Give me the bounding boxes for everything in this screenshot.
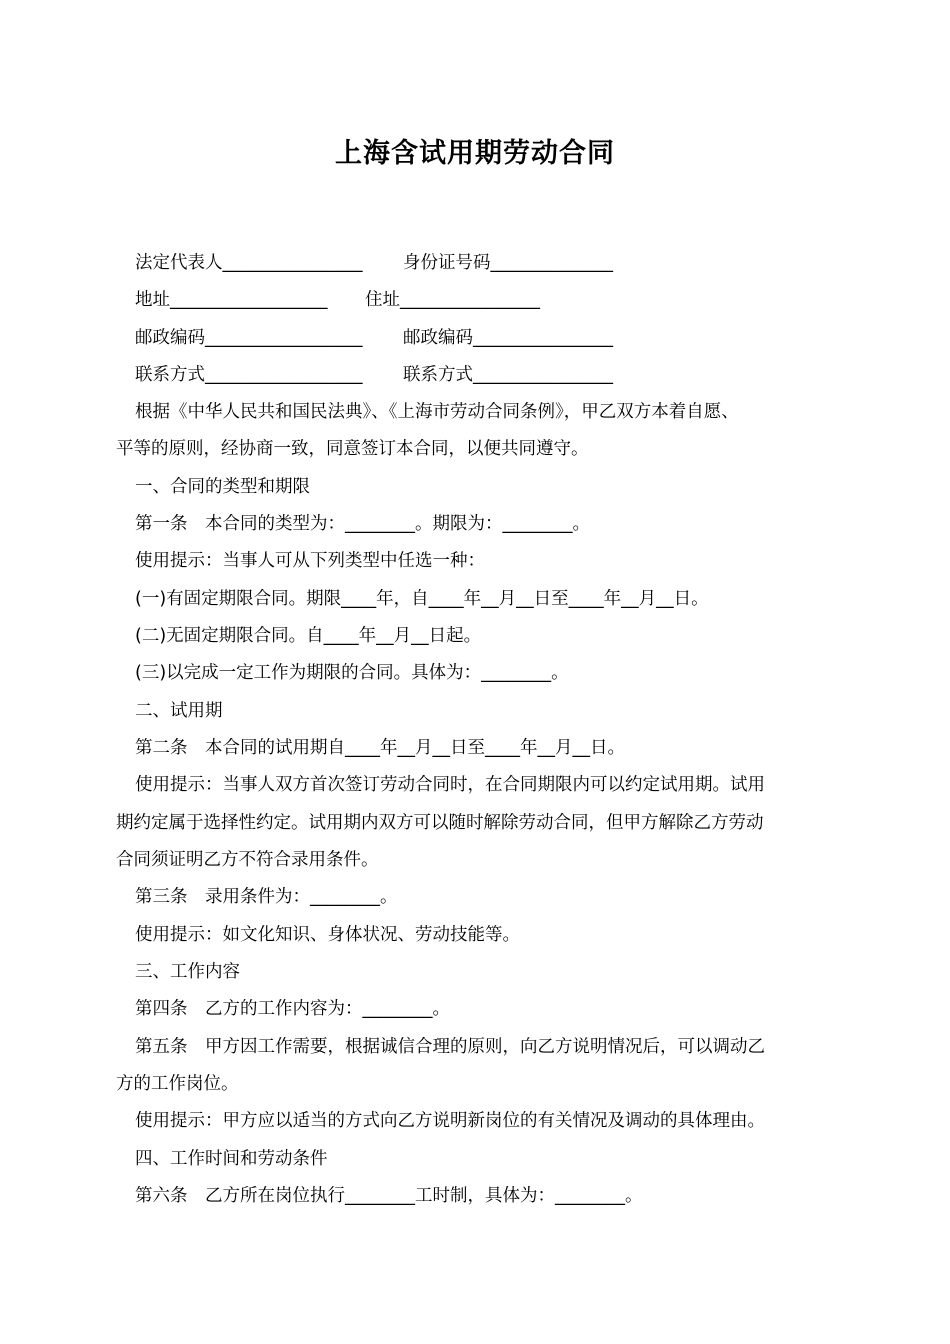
body-line: 根据《中华人民共和国民法典》、《上海市劳动合同条例》，甲乙双方本着自愿、 [135, 402, 739, 422]
residence-field: 住址________________ [365, 290, 540, 310]
hint-line: 使用提示：甲方应以适当的方式向乙方说明新岗位的有关情况及调动的具体理由。 [135, 1111, 765, 1131]
hint-line: 使用提示：当事人可从下列类型中任选一种： [135, 551, 485, 571]
hint-line: 期约定属于选择性约定。试用期内双方可以随时解除劳动合同，但甲方解除乙方劳动 [116, 813, 764, 833]
contact-field-a: 联系方式__________________ [135, 365, 363, 385]
article-line: 方的工作岗位。 [116, 1074, 239, 1094]
legal-rep-field: 法定代表人________________ [135, 253, 363, 273]
section-heading: 四、工作时间和劳动条件 [135, 1149, 328, 1169]
address-field: 地址__________________ [135, 290, 328, 310]
article-line: 第五条 甲方因工作需要，根据诚信合理的原则，向乙方说明情况后，可以调动乙 [135, 1037, 765, 1057]
hint-line: 使用提示：当事人双方首次签订劳动合同时，在合同期限内可以约定试用期。试用 [135, 775, 765, 795]
section-heading: 一、合同的类型和期限 [135, 477, 310, 497]
id-number-field: 身份证号码______________ [403, 253, 613, 273]
article-line: 第三条 录用条件为：________。 [135, 887, 398, 907]
article-line: 第六条 乙方所在岗位执行________工时制，具体为：________。 [135, 1186, 643, 1206]
option-line: (一)有固定期限合同。期限____年，自____年__月__日至____年__月__日。 [135, 589, 709, 609]
contact-field-b: 联系方式________________ [403, 365, 613, 385]
option-line: (二)无固定期限合同。自____年__月__日起。 [135, 626, 482, 646]
article-line: 第二条 本合同的试用期自____年__月__日至____年__月__日。 [135, 738, 625, 758]
hint-line: 合同须证明乙方不符合录用条件。 [116, 850, 379, 870]
article-line: 第四条 乙方的工作内容为：________。 [135, 999, 450, 1019]
section-heading: 二、试用期 [135, 701, 223, 721]
hint-line: 使用提示：如文化知识、身体状况、劳动技能等。 [135, 925, 520, 945]
body-line: 平等的原则，经协商一致，同意签订本合同，以便共同遵守。 [116, 439, 589, 459]
section-heading: 三、工作内容 [135, 962, 240, 982]
document-title: 上海含试用期劳动合同 [335, 138, 615, 169]
postcode-field-b: 邮政编码________________ [403, 328, 613, 348]
article-line: 第一条 本合同的类型为：________。期限为：________。 [135, 514, 590, 534]
option-line: (三)以完成一定工作为期限的合同。具体为：________。 [135, 663, 569, 683]
postcode-field-a: 邮政编码__________________ [135, 328, 363, 348]
